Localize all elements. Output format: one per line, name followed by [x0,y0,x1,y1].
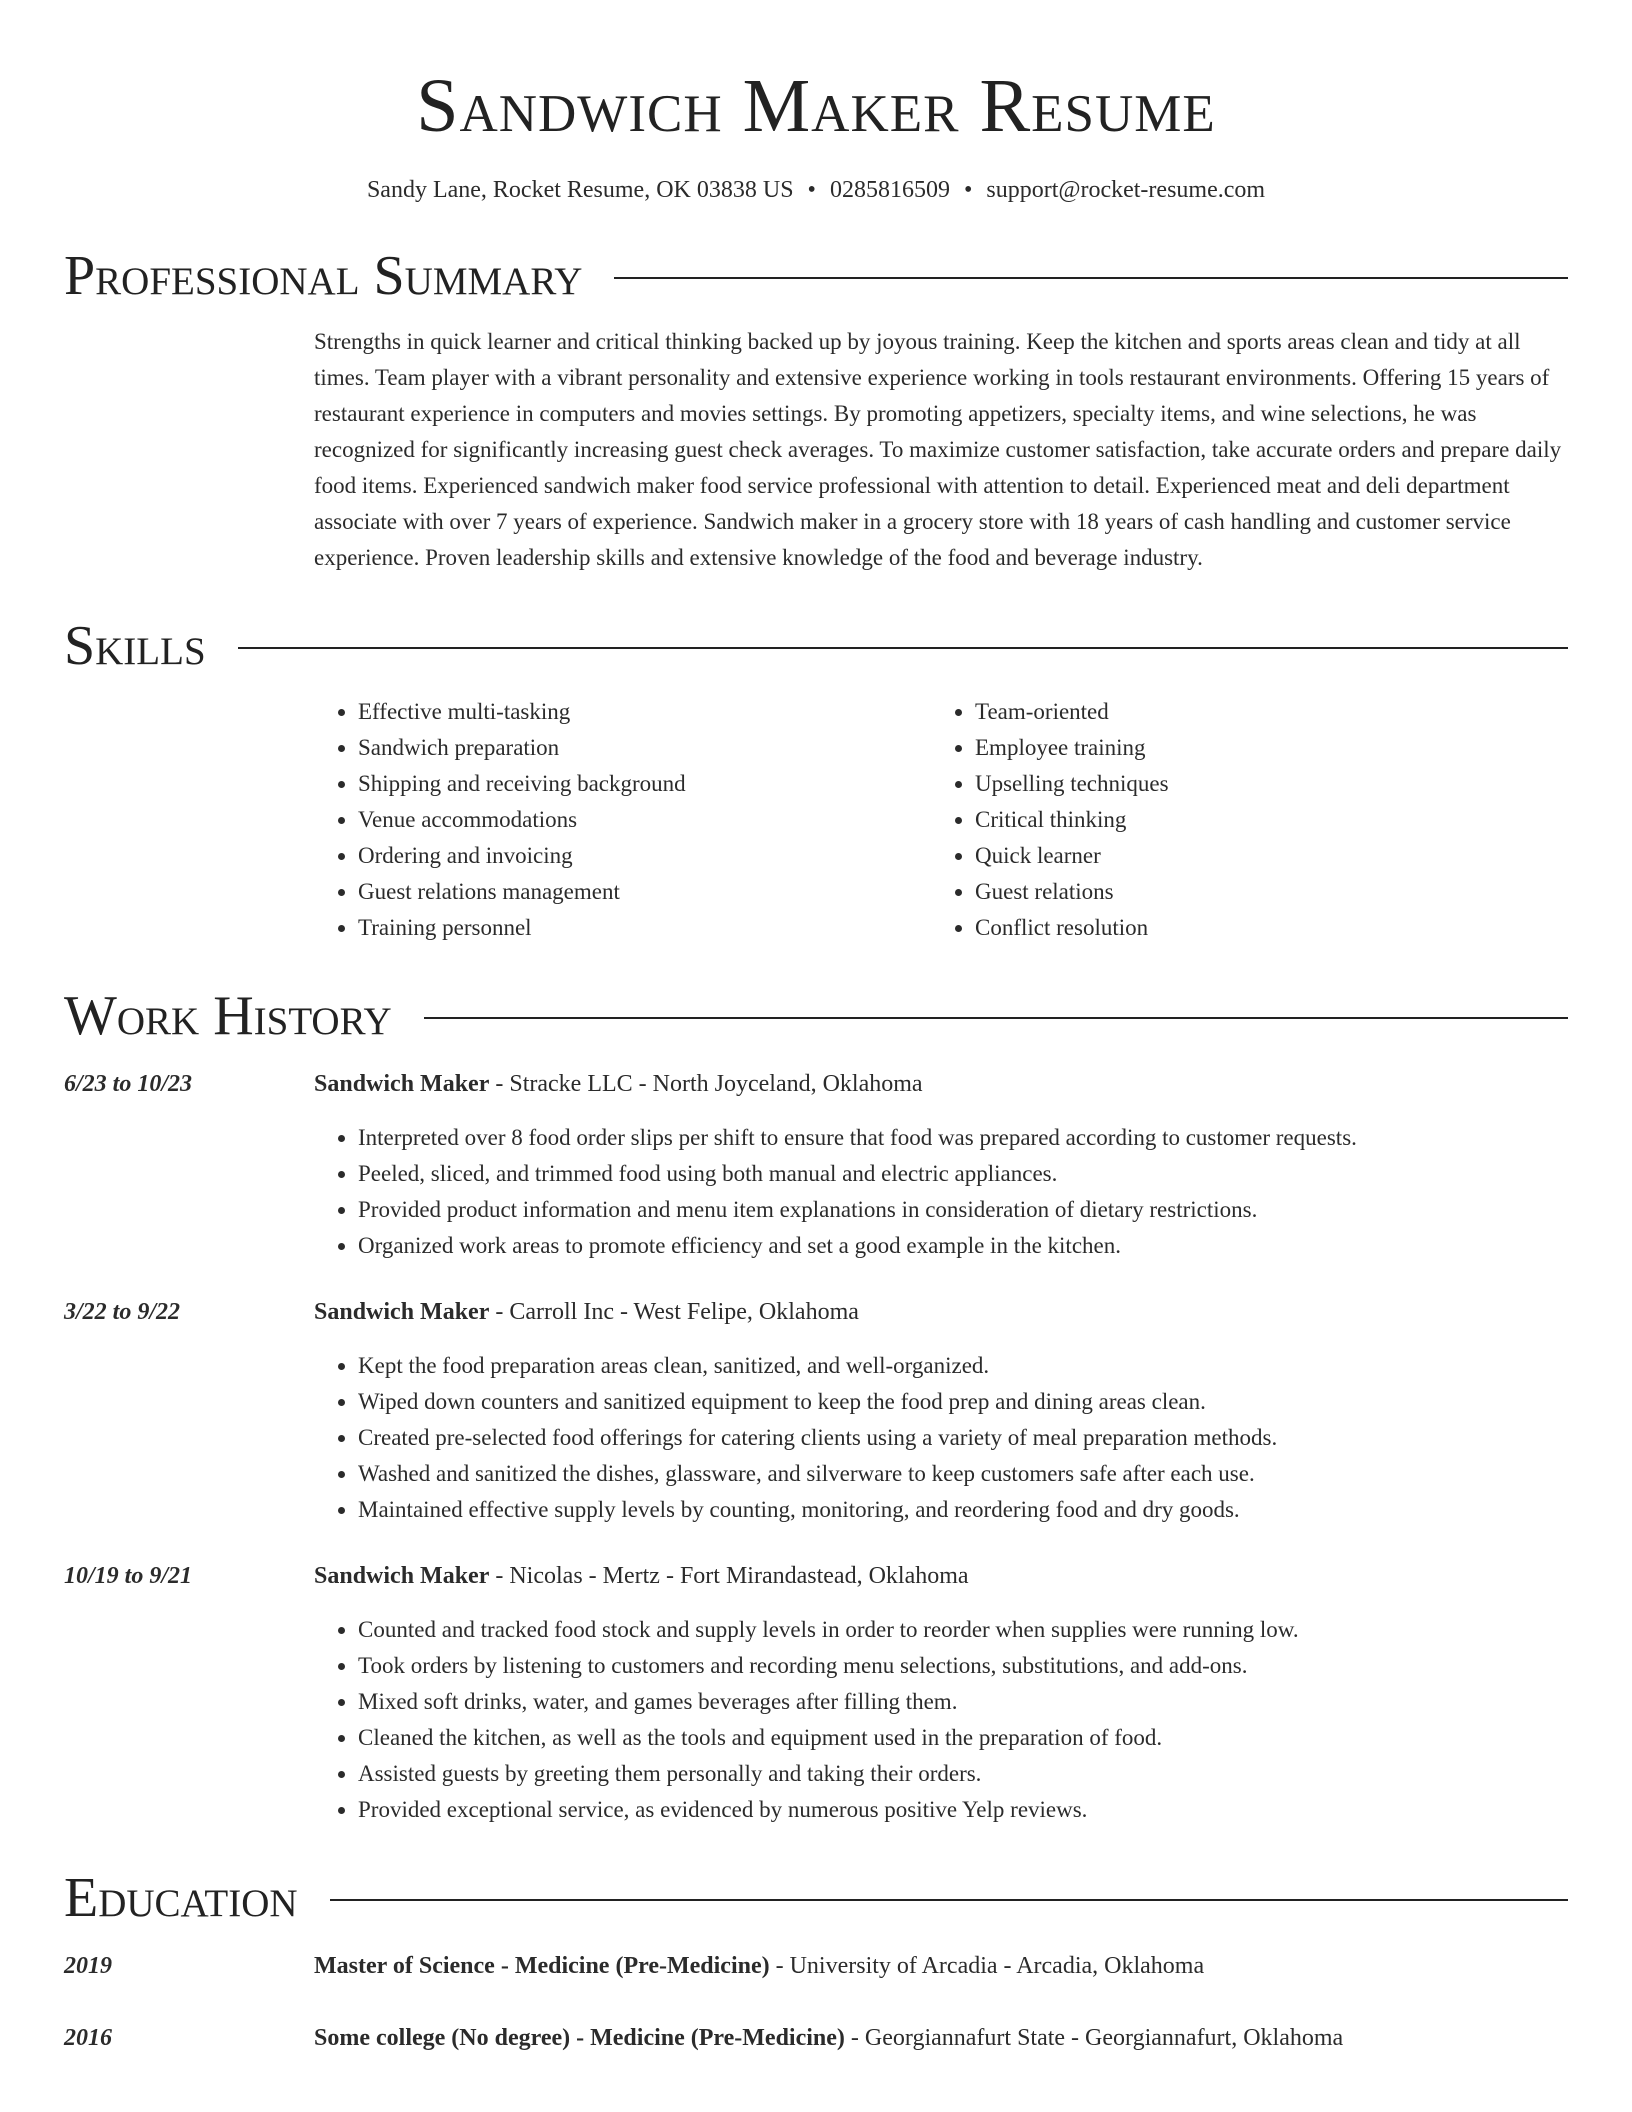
education-degree: Some college (No degree) - Medicine (Pre-Medicine) [314,2025,845,2051]
skill-item: • Guest relations management [358,874,931,910]
skills-section-title: Skills [64,615,206,677]
summary-section-title: Professional Summary [64,245,583,307]
skill-item: • Conflict resolution [975,910,1548,946]
skill-item: • Upselling techniques [975,766,1548,802]
duty-item: • Wiped down counters and sanitized equipment to keep the food prep and dining areas clean. [358,1384,1568,1420]
skill-item: • Training personnel [358,910,931,946]
job-employer: - Stracke LLC - North Joyceland, Oklahoma [489,1071,923,1097]
job-dates: 10/19 to 9/21 [64,1563,193,1589]
contact-email: support@rocket-resume.com [986,177,1266,203]
job-entry [64,1066,1568,1264]
job-entry [64,1294,1568,1528]
skills-column-left [314,694,931,946]
education-year: 2016 [64,2025,112,2051]
education-entry [64,1948,1568,1984]
job-dates: 3/22 to 9/22 [64,1299,181,1325]
section-divider [330,1899,1568,1901]
job-duties [314,1120,1568,1264]
job-entry [64,1558,1568,1828]
education-section-header [64,1866,1568,1930]
skill-item: • Sandwich preparation [358,730,931,766]
summary-section-header [64,244,1568,308]
job-heading [314,1066,1568,1102]
job-heading [314,1294,1568,1330]
contact-separator: • [963,177,973,203]
contact-separator: • [807,177,816,203]
education-year: 2019 [64,1953,112,1979]
skill-item: • Critical thinking [975,802,1548,838]
education-heading [314,1948,1204,1984]
job-title: Sandwich Maker [314,1299,490,1325]
job-title: Sandwich Maker [314,1563,490,1589]
duty-item: • Provided product information and menu item explanations in consideration of dietary restrictions. [358,1192,1568,1228]
skill-item: • Effective multi-tasking [358,694,931,730]
contact-address: Sandy Lane, Rocket Resume, OK 03838 US [366,177,794,203]
contact-line [64,174,1568,206]
education-heading [314,2020,1343,2056]
job-title: Sandwich Maker [314,1071,490,1097]
skill-item: • Ordering and invoicing [358,838,931,874]
duty-item: • Organized work areas to promote efficiency and set a good example in the kitchen. [358,1228,1568,1264]
duty-item: • Peeled, sliced, and trimmed food using both manual and electric appliances. [358,1156,1568,1192]
education-degree: Master of Science - Medicine (Pre-Medicine) [314,1953,770,1979]
job-duties [314,1348,1568,1528]
job-employer: - Carroll Inc - West Felipe, Oklahoma [489,1299,859,1325]
duty-item: • Counted and tracked food stock and supply levels in order to reorder when supplies were running low. [358,1612,1568,1648]
job-employer: - Nicolas - Mertz - Fort Mirandastead, Oklahoma [489,1563,969,1589]
work-section-header [64,984,1568,1048]
job-dates: 6/23 to 10/23 [64,1071,193,1097]
skill-item: • Team-oriented [975,694,1548,730]
work-section-title: Work History [64,985,392,1047]
duty-item: • Assisted guests by greeting them personally and taking their orders. [358,1756,1568,1792]
duty-item: • Mixed soft drinks, water, and games beverages after filling them. [358,1684,1568,1720]
skills-section-header [64,614,1568,678]
job-duties [314,1612,1568,1828]
duty-item: • Created pre-selected food offerings for catering clients using a variety of meal preparation methods. [358,1420,1568,1456]
duty-item: • Cleaned the kitchen, as well as the tools and equipment used in the preparation of food. [358,1720,1568,1756]
skill-item: • Guest relations [975,874,1548,910]
duty-item: • Washed and sanitized the dishes, glassware, and silverware to keep customers safe after each use. [358,1456,1568,1492]
contact-phone: 0285816509 [829,177,950,203]
duty-item: • Took orders by listening to customers and recording menu selections, substitutions, and add-ons. [358,1648,1568,1684]
section-divider [424,1017,1568,1019]
duty-item: • Kept the food preparation areas clean, sanitized, and well-organized. [358,1348,1568,1384]
education-school: - University of Arcadia - Arcadia, Oklahoma [769,1953,1205,1979]
skills-list [314,694,1568,946]
job-heading [314,1558,1568,1594]
skill-item: • Venue accommodations [358,802,931,838]
skills-column-right [931,694,1548,946]
duty-item: • Interpreted over 8 food order slips per shift to ensure that food was prepared according to customer requests. [358,1120,1568,1156]
resume-title: Sandwich Maker Resume [416,64,1216,148]
skill-item: • Shipping and receiving background [358,766,931,802]
skill-item: • Employee training [975,730,1548,766]
duty-item: • Maintained effective supply levels by counting, monitoring, and reordering food and dry goods. [358,1492,1568,1528]
summary-text: Strengths in quick learner and critical thinking backed up by joyous training. Keep the kitchen and sports areas clean and tidy at all times. Team player with a vibrant personality and extensive experience working in tools restaurant environments. Offering 15 years of restaurant experience in computers and movies settings. By promoting appetizers, specialty items, and wine selections, he was recognized for significantly increasing guest check averages. To maximize customer satisfaction, take accurate orders and prepare daily food items. Experienced sandwich maker food service professional with attention to detail. Experienced meat and deli department associate with over 7 years of experience. Sandwich maker in a grocery store with 18 years of cash handling and customer service experience. Proven leadership skills and extensive knowledge of the food and beverage industry. [314,329,1562,570]
skill-item: • Quick learner [975,838,1548,874]
section-divider [614,277,1568,279]
education-section-title: Education [64,1867,298,1929]
duty-item: • Provided exceptional service, as evidenced by numerous positive Yelp reviews. [358,1792,1568,1828]
section-divider [238,647,1568,649]
education-entry [64,2020,1568,2056]
education-school: - Georgiannafurt State - Georgiannafurt, Oklahoma [844,2025,1344,2051]
